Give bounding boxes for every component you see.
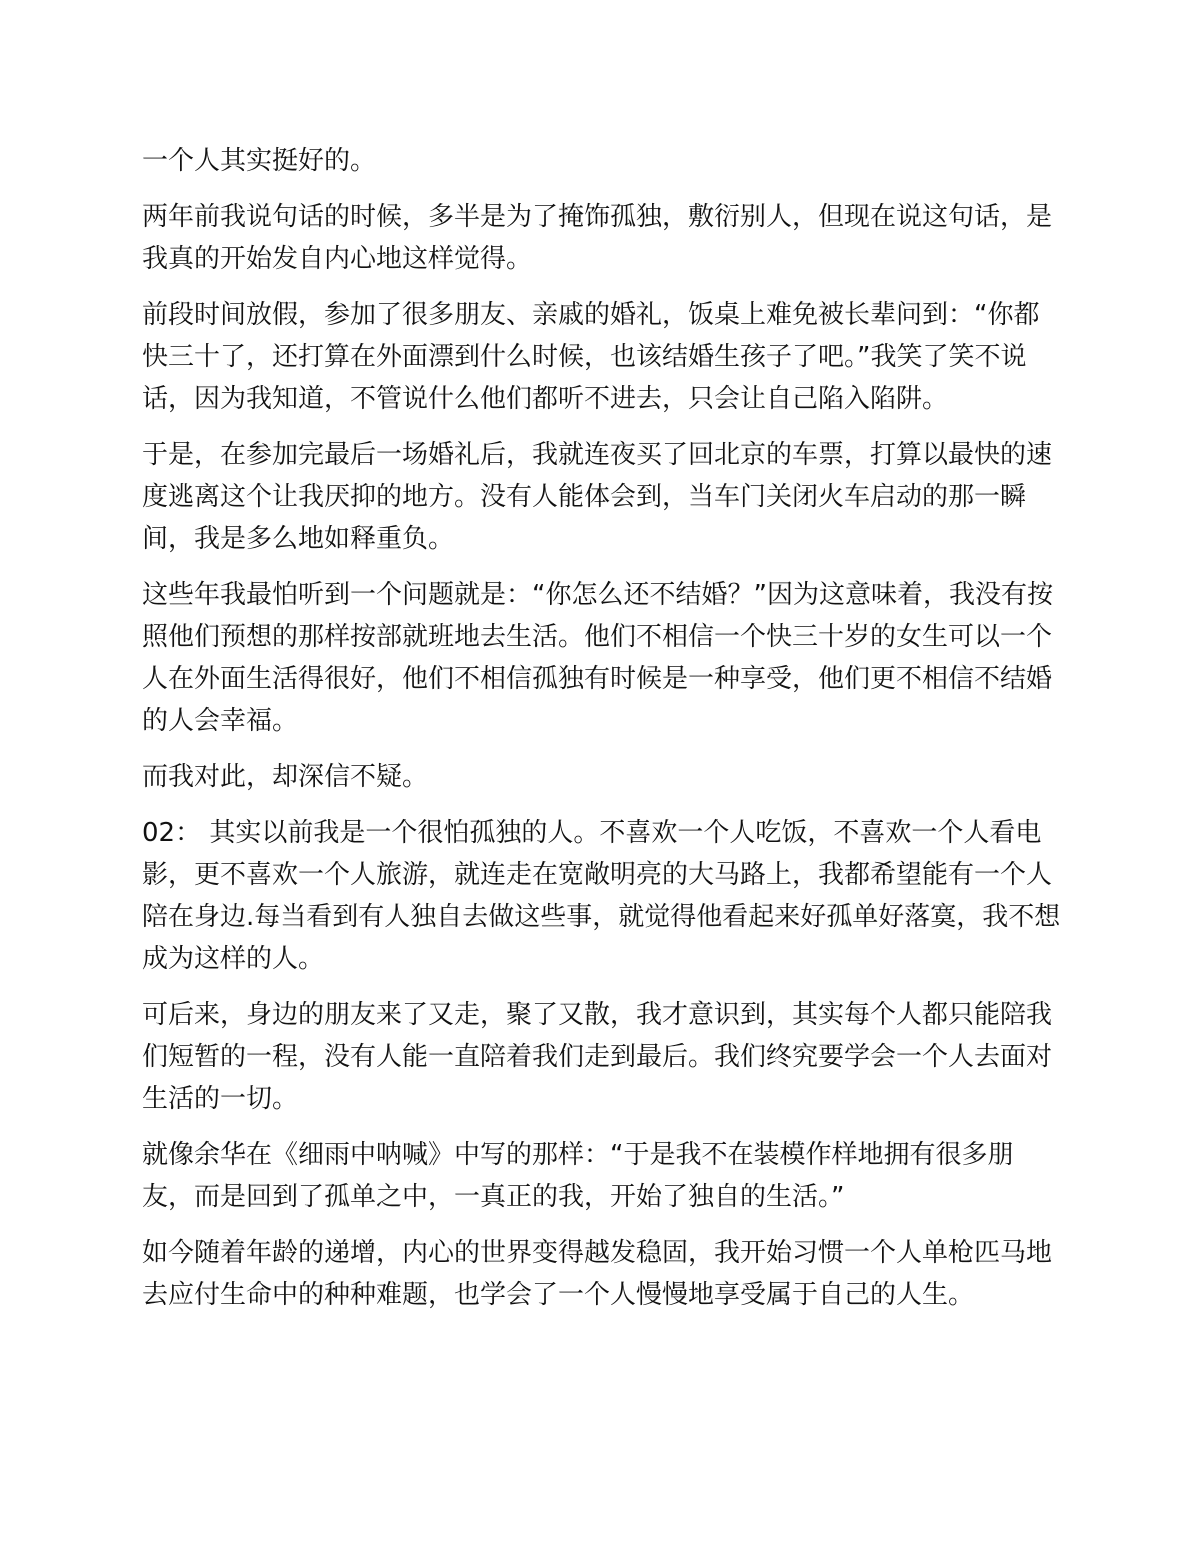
paragraph-10: 如今随着年龄的递增，内心的世界变得越发稳固，我开始习惯一个人单枪匹马地去应付生命中的种种难题，也学会了一个人慢慢地享受属于自己的人生。 bbox=[142, 1238, 1053, 1310]
paragraph-3: 前段时间放假，参加了很多朋友、亲戚的婚礼，饭桌上难免被长辈问到：“你都快三十了，还打算在外面漂到什么时候，也该结婚生孩子了吧。”我笑了笑不说话，因为我知道，不管说什么他们都听不进去，只会让自己陷入陷阱。 bbox=[142, 300, 1040, 414]
paragraph-6: 而我对此，却深信不疑。 bbox=[142, 762, 429, 792]
paragraph-5: 这些年我最怕听到一个问题就是：“你怎么还不结婚？”因为这意味着，我没有按照他们预想的那样按部就班地去生活。他们不相信一个快三十岁的女生可以一个人在外面生活得很好，他们不相信孤独有时候是一种享受，他们更不相信不结婚的人会幸福。 bbox=[142, 580, 1053, 736]
paragraph-7: 02： 其实以前我是一个很怕孤独的人。不喜欢一个人吃饭，不喜欢一个人看电影，更不喜欢一个人旅游，就连走在宽敞明亮的大马路上，我都希望能有一个人陪在身边.每当看到有人独自去做这些事，就觉得他看起来好孤单好落寞，我不想成为这样的人。 bbox=[142, 818, 1061, 974]
paragraph-2: 两年前我说句话的时候，多半是为了掩饰孤独，敷衍别人，但现在说这句话，是我真的开始发自内心地这样觉得。 bbox=[142, 202, 1053, 274]
document-body bbox=[142, 140, 1062, 1330]
paragraph-9: 就像余华在《细雨中呐喊》中写的那样：“于是我不在装模作样地拥有很多朋友，而是回到了孤单之中，一真正的我，开始了独自的生活。” bbox=[142, 1140, 1014, 1212]
paragraph-4: 于是，在参加完最后一场婚礼后，我就连夜买了回北京的车票，打算以最快的速度逃离这个让我厌抑的地方。没有人能体会到，当车门关闭火车启动的那一瞬间，我是多么地如释重负。 bbox=[142, 440, 1053, 554]
paragraph-1: 一个人其实挺好的。 bbox=[142, 146, 377, 176]
paragraph-8: 可后来，身边的朋友来了又走，聚了又散，我才意识到，其实每个人都只能陪我们短暂的一程，没有人能一直陪着我们走到最后。我们终究要学会一个人去面对生活的一切。 bbox=[142, 1000, 1053, 1114]
